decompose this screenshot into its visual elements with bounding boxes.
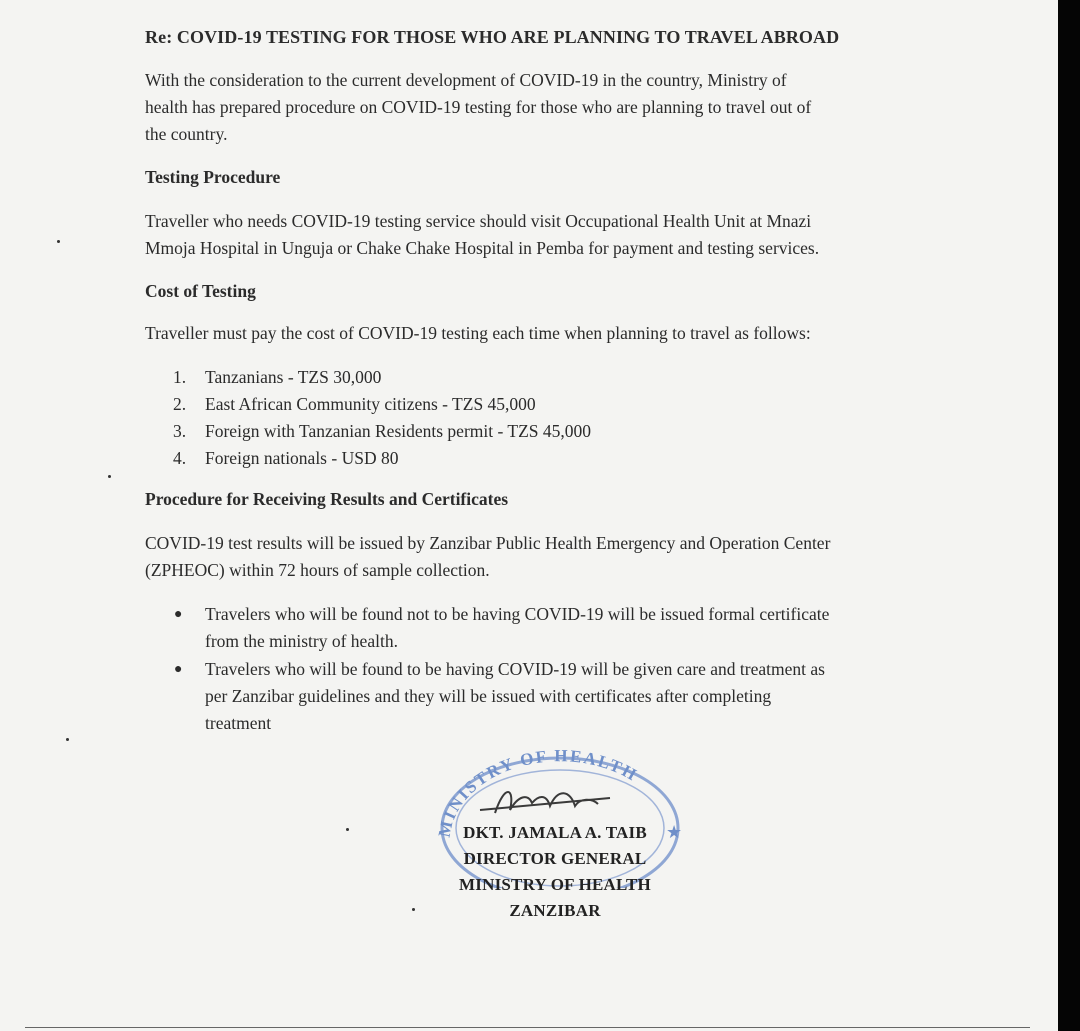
signatory-role: DIRECTOR GENERAL xyxy=(463,849,647,868)
bottom-rule xyxy=(25,1027,1030,1028)
cost-list-number: 2. xyxy=(173,394,187,414)
scan-speck xyxy=(57,240,60,243)
signature-block xyxy=(420,748,690,928)
scan-speck xyxy=(412,908,415,911)
cost-list-number: 4. xyxy=(173,448,187,468)
results-paragraph xyxy=(145,530,830,584)
cost-list-text: Tanzanians - TZS 30,000 xyxy=(205,367,382,387)
testing-line: Traveller who needs COVID-19 testing service should visit Occupational Health Unit at Mnazi xyxy=(145,211,812,231)
cost-intro: Traveller must pay the cost of COVID-19 testing each time when planning to travel as follows: xyxy=(145,323,811,343)
scan-speck xyxy=(66,738,69,741)
cost-list-number: 3. xyxy=(173,421,187,441)
stamp-text: MINISTRY OF HEALTH xyxy=(434,748,642,839)
intro-line: With the consideration to the current development of COVID-19 in the country, Ministry of xyxy=(145,70,787,90)
testing-procedure-heading: Testing Procedure xyxy=(145,167,281,187)
intro-line: health has prepared procedure on COVID-19 testing for those who are planning to travel out of xyxy=(145,97,812,117)
bullet-dot-icon: ● xyxy=(174,662,183,677)
intro-paragraph xyxy=(145,67,811,148)
bullet-line: per Zanzibar guidelines and they will be issued with certificates after completing xyxy=(205,686,772,706)
cost-of-testing-heading: Cost of Testing xyxy=(145,281,256,301)
bullet-line: from the ministry of health. xyxy=(205,631,398,651)
cost-list-item xyxy=(173,367,381,388)
star-icon: ★ xyxy=(666,822,683,843)
results-line: (ZPHEOC) within 72 hours of sample collection. xyxy=(145,560,490,580)
bullet-text xyxy=(205,656,825,737)
handwritten-signature xyxy=(480,792,610,813)
results-heading: Procedure for Receiving Results and Certificates xyxy=(145,489,509,509)
testing-procedure-paragraph xyxy=(145,208,819,262)
signatory-ministry: MINISTRY OF HEALTH xyxy=(459,875,651,894)
cost-list-number: 1. xyxy=(173,367,187,387)
cost-list-item xyxy=(173,394,536,415)
bullet-dot-icon: ● xyxy=(174,607,183,622)
results-line: COVID-19 test results will be issued by Zanzibar Public Health Emergency and Operation Center xyxy=(145,533,831,553)
signatory-name: DKT. JAMALA A. TAIB xyxy=(463,823,647,842)
testing-line: Mmoja Hospital in Unguja or Chake Chake Hospital in Pemba for payment and testing services. xyxy=(145,238,820,258)
bullet-line: Travelers who will be found not to be having COVID-19 will be issued formal certificate xyxy=(205,604,830,624)
cost-list-text: Foreign with Tanzanian Residents permit - TZS 45,000 xyxy=(205,421,591,441)
cost-list-text: Foreign nationals - USD 80 xyxy=(205,448,399,468)
scan-speck xyxy=(108,475,111,478)
letter-title: Re: COVID-19 TESTING FOR THOSE WHO ARE PLANNING TO TRAVEL ABROAD xyxy=(145,27,840,47)
cost-list-item xyxy=(173,421,591,442)
bullet-text xyxy=(205,601,829,655)
cost-list-item xyxy=(173,448,398,469)
bullet-line: Travelers who will be found to be having COVID-19 will be given care and treatment as xyxy=(205,659,825,679)
intro-line: the country. xyxy=(145,124,228,144)
signatory-place: ZANZIBAR xyxy=(509,901,601,920)
scan-speck xyxy=(346,828,349,831)
cost-list-text: East African Community citizens - TZS 45,000 xyxy=(205,394,536,414)
dark-right-edge xyxy=(1058,0,1080,1031)
bullet-line: treatment xyxy=(205,713,272,733)
